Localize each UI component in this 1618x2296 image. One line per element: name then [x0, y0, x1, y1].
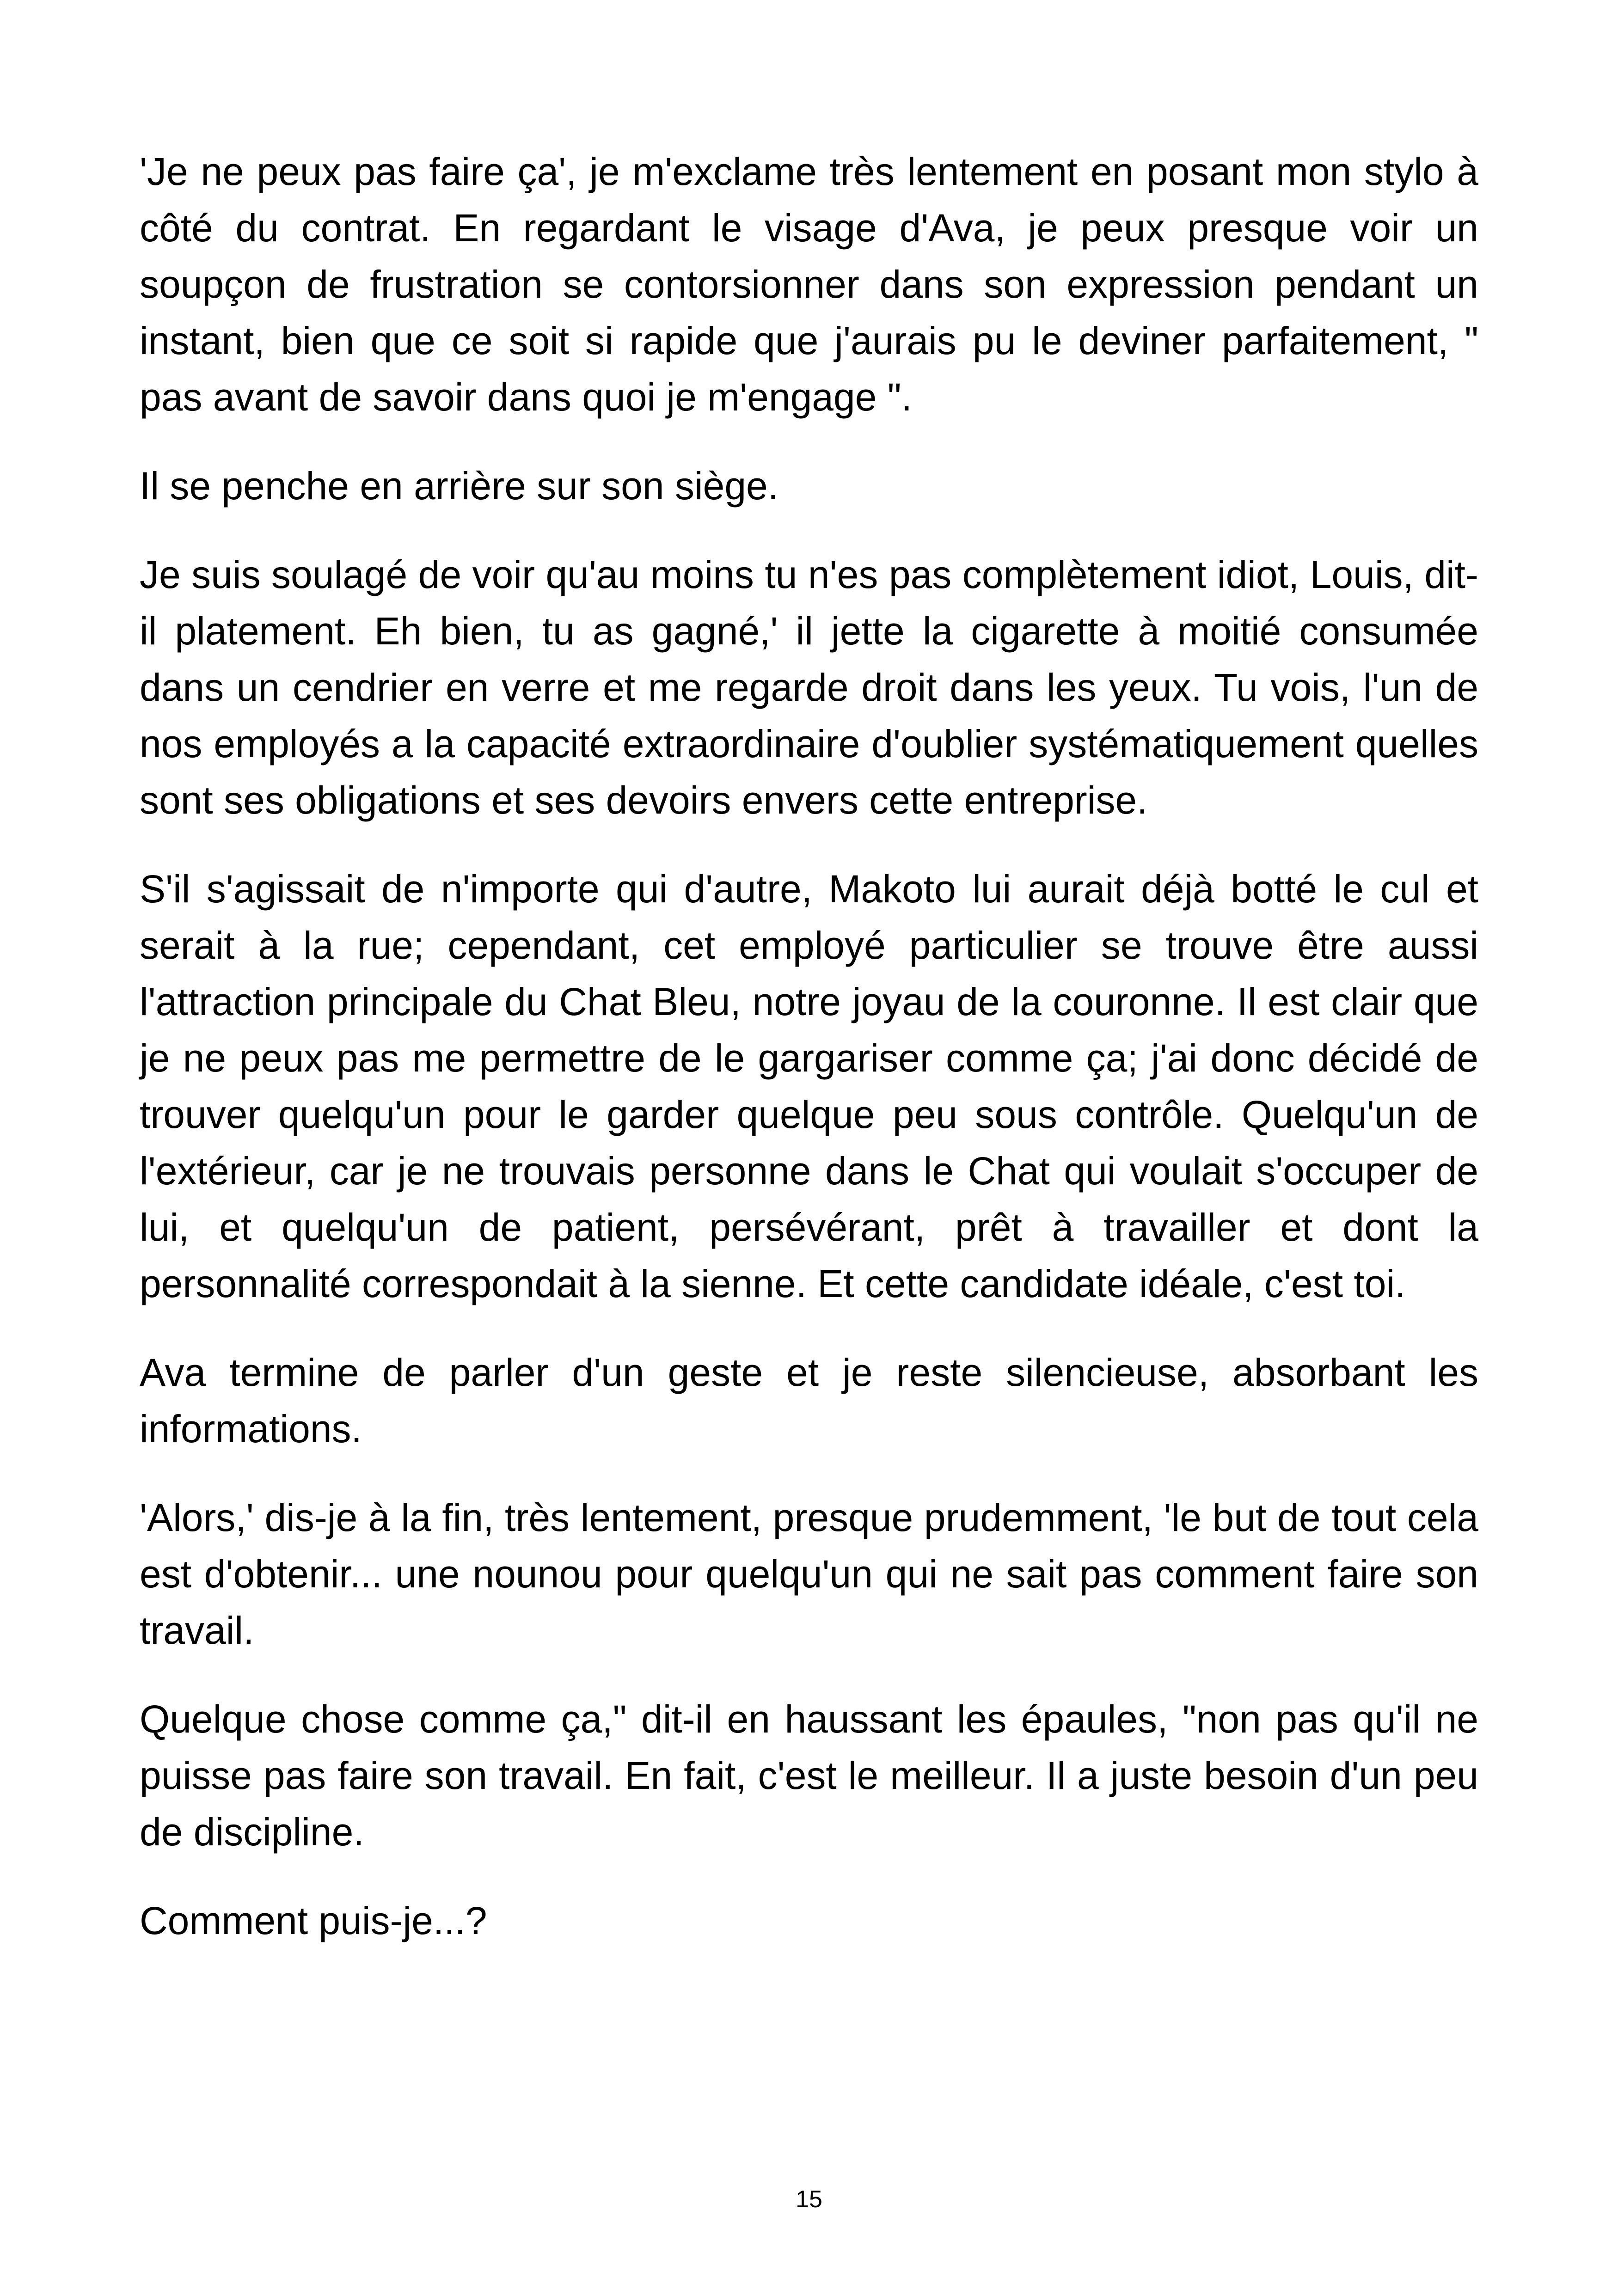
- paragraph-7: Quelque chose comme ça," dit-il en haussant les épaules, "non pas qu'il ne puisse pas faire son travail. En fait, c'est le meilleur. Il a juste besoin d'un peu de discipline.: [140, 1697, 1478, 1854]
- paragraph-5: Ava termine de parler d'un geste et je reste silencieuse, absorbant les informations.: [140, 1351, 1478, 1451]
- paragraph-2: Il se penche en arrière sur son siège.: [140, 464, 779, 508]
- paragraph-1: 'Je ne peux pas faire ça', je m'exclame très lentement en posant mon stylo à côté du contrat. En regardant le visage d'Ava, je peux presque voir un soupçon de frustration se contorsionner dans son expression pendant un instant, bien que ce soit si rapide que j'aurais pu le deviner parfaitement, " pas avant de savoir dans quoi je m'engage ".: [140, 150, 1478, 419]
- paragraph-3: Je suis soulagé de voir qu'au moins tu n'es pas complètement idiot, Louis, dit-il platement. Eh bien, tu as gagné,' il jette la cigarette à moitié consumée dans un cendrier en verre et me regarde droit dans les yeux. Tu vois, l'un de nos employés a la capacité extraordinaire d'oublier systématiquement quelles sont ses obligations et ses devoirs envers cette entreprise.: [140, 553, 1478, 822]
- paragraph-6: 'Alors,' dis-je à la fin, très lentement, presque prudemment, 'le but de tout cela est d'obtenir... une nounou pour quelqu'un qui ne sait pas comment faire son travail.: [140, 1496, 1478, 1652]
- paragraph-8: Comment puis-je...?: [140, 1899, 487, 1942]
- page-number: 15: [796, 2186, 822, 2213]
- body-text: [140, 143, 1478, 1981]
- paragraph-4: S'il s'agissait de n'importe qui d'autre, Makoto lui aurait déjà botté le cul et serait à la rue; cependant, cet employé particulier se trouve être aussi l'attraction principale du Chat Bleu, notre joyau de la couronne. Il est clair que je ne peux pas me permettre de le gargariser comme ça; j'ai donc décidé de trouver quelqu'un pour le garder quelque peu sous contrôle. Quelqu'un de l'extérieur, car je ne trouvais personne dans le Chat qui voulait s'occuper de lui, et quelqu'un de patient, persévérant, prêt à travailler et dont la personnalité correspondait à la sienne. Et cette candidate idéale, c'est toi.: [140, 867, 1478, 1305]
